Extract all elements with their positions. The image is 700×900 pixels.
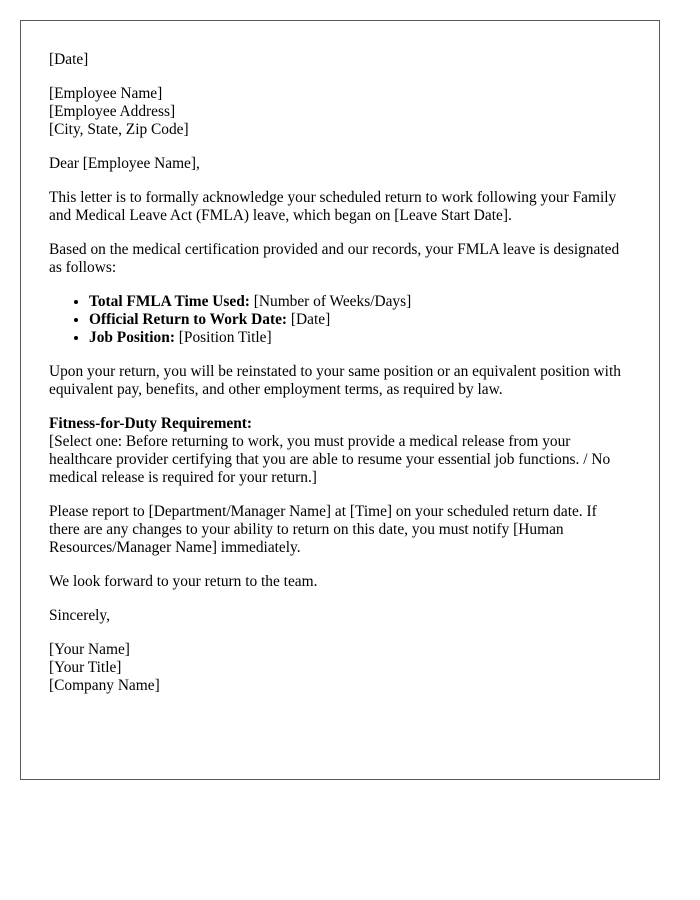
address-line-name: [Employee Name]: [49, 85, 163, 102]
intro-paragraph: This letter is to formally acknowledge your scheduled return to work following your Family and Medical Leave Act (FMLA) leave, which began on [Leave Start Date].: [49, 189, 617, 224]
signature-title: [Your Title]: [49, 659, 122, 676]
list-item: [89, 293, 631, 311]
reinstatement-paragraph: Upon your return, you will be reinstated to your same position or an equivalent position with equivalent pay, benefits, and other employment terms, as required by law.: [49, 363, 621, 398]
sign-off: Sincerely,: [49, 607, 110, 624]
designation-intro-paragraph: Based on the medical certification provided and our records, your FMLA leave is designated as follows:: [49, 241, 620, 276]
recipient-address: [49, 85, 631, 139]
list-item: [89, 329, 631, 347]
address-line-street: [Employee Address]: [49, 103, 176, 120]
term-label: Job Position:: [89, 329, 175, 346]
list-item: [89, 311, 631, 329]
term-label: Total FMLA Time Used:: [89, 293, 250, 310]
signature-company: [Company Name]: [49, 677, 160, 694]
term-value: [Number of Weeks/Days]: [249, 293, 412, 310]
fitness-heading: Fitness-for-Duty Requirement:: [49, 415, 253, 432]
closing-line: We look forward to your return to the team.: [49, 573, 318, 590]
address-line-city: [City, State, Zip Code]: [49, 121, 189, 138]
term-value: [Date]: [287, 311, 331, 328]
salutation: Dear [Employee Name],: [49, 155, 200, 172]
fitness-section: [49, 415, 631, 487]
fitness-text: [Select one: Before returning to work, you must provide a medical release from your healthcare provider certifying that you are able to resume your essential job functions. / No medical release is required for your return.]: [49, 433, 611, 486]
report-paragraph: Please report to [Department/Manager Name] at [Time] on your scheduled return date. If there are any changes to your ability to return on this date, you must notify [Human Resources/Manager Name] immediately.: [49, 503, 597, 556]
term-label: Official Return to Work Date:: [89, 311, 288, 328]
signature-block: [49, 641, 631, 695]
signature-name: [Your Name]: [49, 641, 130, 658]
letter-page: [20, 20, 660, 780]
leave-terms-list: [49, 293, 631, 347]
letter-date: [Date]: [49, 51, 89, 68]
term-value: [Position Title]: [174, 329, 272, 346]
